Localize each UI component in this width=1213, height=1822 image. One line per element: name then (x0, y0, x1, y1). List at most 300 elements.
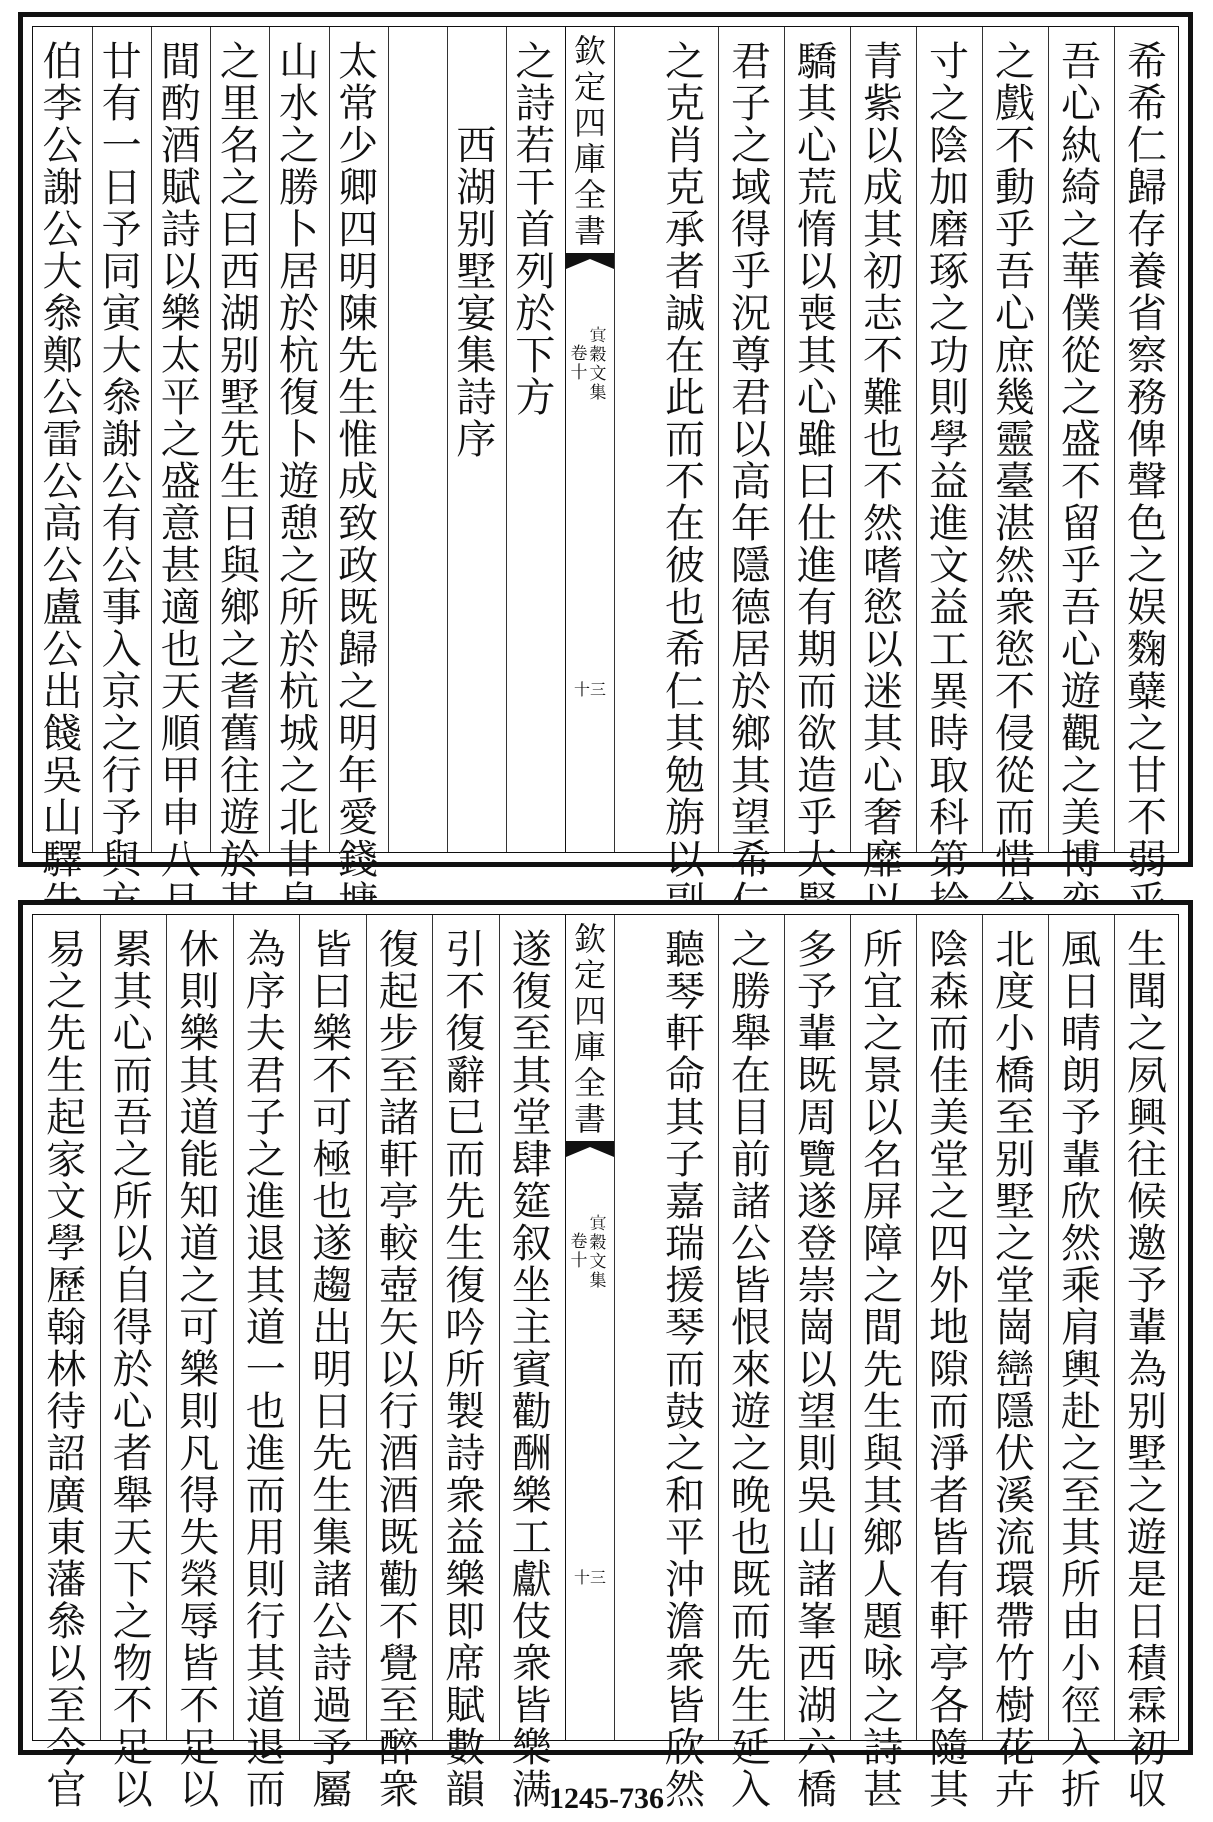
glyph: 之 (338, 669, 379, 715)
glyph: 之 (278, 753, 319, 799)
glyph: 存 (1127, 207, 1167, 253)
glyph: 城 (278, 711, 319, 757)
glyph: 以 (731, 417, 771, 463)
glyph: 心 (863, 753, 903, 799)
glyph: 韻 (445, 1767, 486, 1813)
glyph: 娱 (1127, 585, 1167, 631)
glyph: 出 (312, 1305, 353, 1351)
glyph: 周 (797, 1095, 837, 1141)
glyph: 起 (378, 969, 419, 1015)
glyph: 從 (995, 753, 1035, 799)
glyph: 出 (42, 669, 83, 715)
glyph: 不 (179, 1683, 220, 1729)
glyph: 以 (863, 123, 903, 169)
glyph: 希 (1127, 39, 1167, 85)
text-column (500, 927, 565, 1813)
glyph: 凡 (179, 1431, 220, 1477)
glyph: 往 (219, 753, 260, 799)
glyph: 翰 (46, 1305, 87, 1351)
glyph: 道 (245, 1305, 286, 1351)
glyph: 之 (1127, 543, 1167, 589)
glyph: 太 (338, 39, 379, 85)
banxin-volume (569, 1233, 589, 1271)
glyph: 伏 (995, 1431, 1035, 1477)
glyph: 皆 (511, 1683, 552, 1729)
glyph: 名 (219, 123, 260, 169)
glyph: 復 (511, 969, 552, 1015)
glyph: 生 (219, 459, 260, 505)
column-divider (506, 27, 507, 852)
glyph: 晚 (731, 1473, 771, 1519)
glyph: 肆 (511, 1137, 552, 1183)
glyph: 不 (1061, 459, 1101, 505)
glyph: 喪 (797, 291, 837, 337)
glyph: 勸 (511, 1389, 552, 1435)
glyph: 山 (42, 795, 83, 841)
glyph: 宴 (456, 291, 497, 337)
glyph: 復 (378, 927, 419, 973)
glyph: 四 (573, 992, 606, 1030)
glyph: 八 (160, 837, 201, 883)
glyph: 所 (1061, 1557, 1101, 1603)
glyph: 同 (101, 249, 142, 295)
glyph: 心 (1061, 81, 1101, 127)
glyph: 公 (42, 543, 83, 589)
glyph: 皆 (179, 1641, 220, 1687)
glyph: 山 (278, 39, 319, 85)
column-divider (718, 27, 719, 852)
glyph: 隙 (929, 1347, 969, 1393)
glyph: 有 (101, 81, 142, 127)
glyph: 勝 (731, 969, 771, 1015)
glyph: 皆 (929, 1515, 969, 1561)
glyph: 予 (1127, 1263, 1167, 1309)
glyph: 磨 (929, 207, 969, 253)
glyph: 與 (219, 543, 260, 589)
glyph: 夙 (1127, 1053, 1167, 1099)
glyph: 也 (731, 1515, 771, 1561)
glyph: 希 (1127, 81, 1167, 127)
glyph: 足 (179, 1725, 220, 1771)
glyph: 之 (995, 1221, 1035, 1267)
glyph: 勉 (665, 753, 705, 799)
column-divider (982, 27, 983, 852)
glyph: 君 (731, 375, 771, 421)
glyph: 所 (863, 927, 903, 973)
glyph: 至 (511, 1011, 552, 1057)
glyph: 恨 (731, 1305, 771, 1351)
glyph: 至 (1061, 1473, 1101, 1519)
column-divider (329, 27, 330, 852)
glyph: 與 (863, 1431, 903, 1477)
glyph: 公 (42, 459, 83, 505)
glyph: 其 (863, 207, 903, 253)
glyph: 之 (101, 711, 142, 757)
glyph: 之 (219, 627, 260, 673)
glyph: 衆 (378, 1767, 419, 1813)
glyph: 之 (863, 1683, 903, 1729)
glyph: 軒 (929, 1599, 969, 1645)
glyph: 各 (929, 1683, 969, 1729)
glyph: 文 (929, 543, 969, 589)
glyph: 琢 (929, 249, 969, 295)
glyph: 學 (46, 1221, 87, 1267)
glyph: 糵 (1127, 669, 1167, 715)
glyph: 諸 (731, 1179, 771, 1225)
glyph: 吳 (42, 753, 83, 799)
glyph: 為 (245, 927, 286, 973)
glyph: 諸 (378, 1095, 419, 1141)
glyph: 間 (160, 39, 201, 85)
glyph: 心 (1061, 627, 1101, 673)
glyph: 亭 (378, 1179, 419, 1225)
glyph: 復 (445, 1011, 486, 1057)
glyph: 靈 (995, 417, 1035, 463)
glyph: 驛 (42, 837, 83, 883)
glyph: 步 (378, 1011, 419, 1057)
glyph: 仕 (797, 501, 837, 547)
glyph: 進 (245, 1179, 286, 1225)
column-divider (916, 27, 917, 852)
glyph: 命 (665, 1053, 705, 1099)
glyph: 矢 (378, 1305, 419, 1351)
text-column (653, 39, 717, 883)
glyph: 詩 (515, 81, 556, 127)
glyph: 益 (929, 585, 969, 631)
glyph: 雖 (797, 417, 837, 463)
glyph: 先 (863, 1347, 903, 1393)
glyph: 以 (797, 1347, 837, 1393)
glyph: 欲 (797, 711, 837, 757)
text-column (507, 41, 564, 851)
glyph: 之 (995, 39, 1035, 85)
glyph: 仁 (1127, 123, 1167, 169)
glyph: 慾 (863, 585, 903, 631)
glyph: 予 (101, 207, 142, 253)
glyph: 仁 (665, 669, 705, 715)
glyph: 既 (731, 1557, 771, 1603)
glyph: 度 (995, 969, 1035, 1015)
glyph: 風 (1061, 927, 1101, 973)
glyph: 不 (995, 669, 1035, 715)
glyph: 進 (797, 543, 837, 589)
glyph: 乎 (731, 249, 771, 295)
glyph: 日 (219, 501, 260, 547)
glyph: 小 (1061, 1641, 1101, 1687)
glyph: 甚 (160, 543, 201, 589)
glyph: 卜 (278, 207, 319, 253)
glyph: 明 (338, 249, 379, 295)
glyph: 政 (338, 543, 379, 589)
glyph: 佳 (929, 1053, 969, 1099)
glyph: 輩 (1127, 1305, 1167, 1351)
glyph: 不 (1127, 795, 1167, 841)
glyph: 琴 (665, 969, 705, 1015)
glyph: 以 (378, 1347, 419, 1393)
column-divider (916, 915, 917, 1740)
glyph: 之 (1061, 375, 1101, 421)
glyph: 天 (112, 1515, 153, 1561)
glyph: 之 (112, 1137, 153, 1183)
glyph: 鄉 (863, 1515, 903, 1561)
glyph: 詩 (456, 375, 497, 421)
glyph: 之 (46, 969, 87, 1015)
glyph: 綺 (1061, 165, 1101, 211)
glyph: 壺 (378, 1263, 419, 1309)
glyph: 延 (731, 1725, 771, 1771)
glyph: 養 (1127, 249, 1167, 295)
glyph: 大 (101, 333, 142, 379)
glyph: 在 (731, 1053, 771, 1099)
glyph: 惟 (338, 417, 379, 463)
glyph: 成 (338, 459, 379, 505)
glyph: 晴 (1061, 1011, 1101, 1057)
glyph: 之 (245, 1137, 286, 1183)
glyph: 高 (42, 501, 83, 547)
glyph: 集 (589, 383, 607, 403)
glyph: 北 (278, 795, 319, 841)
center-fold-banxin (565, 27, 615, 852)
glyph: 之 (112, 1599, 153, 1645)
glyph: 之 (929, 1179, 969, 1225)
glyph: 叅 (42, 291, 83, 337)
glyph: 其 (511, 1053, 552, 1099)
glyph: 也 (312, 1179, 353, 1225)
glyph: 廿 (101, 39, 142, 85)
glyph: 吾 (1061, 39, 1101, 85)
glyph: 功 (929, 333, 969, 379)
glyph: 然 (995, 543, 1035, 589)
column-divider (210, 27, 211, 852)
glyph: 然 (863, 501, 903, 547)
glyph: 而 (112, 1053, 153, 1099)
glyph: 君 (245, 1053, 286, 1099)
glyph: 之 (1127, 711, 1167, 757)
glyph: 森 (929, 969, 969, 1015)
glyph: 邀 (1127, 1221, 1167, 1267)
glyph: 來 (731, 1347, 771, 1393)
glyph: 有 (797, 585, 837, 631)
glyph: 日 (312, 1389, 353, 1435)
glyph: 紫 (863, 81, 903, 127)
glyph: 穀 (589, 1233, 607, 1253)
glyph: 廣 (46, 1473, 87, 1519)
text-column (152, 39, 209, 883)
glyph: 至 (995, 1095, 1035, 1141)
glyph: 多 (797, 927, 837, 973)
glyph: 衆 (511, 1641, 552, 1687)
glyph: 申 (160, 795, 201, 841)
glyph: 寅 (101, 291, 142, 337)
glyph: 花 (995, 1725, 1035, 1771)
glyph: 尊 (731, 333, 771, 379)
column-divider (166, 915, 167, 1740)
glyph: 製 (445, 1389, 486, 1435)
glyph: 湖 (219, 291, 260, 337)
text-column (983, 927, 1047, 1813)
glyph: 為 (1127, 1347, 1167, 1393)
column-divider (299, 915, 300, 1740)
glyph: 於 (731, 669, 771, 715)
glyph: 一 (245, 1347, 286, 1393)
glyph: 退 (245, 1221, 286, 1267)
column-divider (718, 915, 719, 1740)
glyph: 湖 (797, 1683, 837, 1729)
glyph: 公 (42, 627, 83, 673)
glyph: 覺 (378, 1641, 419, 1687)
glyph: 先 (445, 1179, 486, 1225)
glyph: 況 (731, 291, 771, 337)
glyph: 山 (797, 1515, 837, 1561)
glyph: 盛 (160, 459, 201, 505)
glyph: 既 (338, 585, 379, 631)
glyph: 庫 (573, 1028, 606, 1066)
glyph: 休 (179, 927, 220, 973)
glyph: 自 (112, 1263, 153, 1309)
glyph: 克 (665, 81, 705, 127)
glyph: 十 (570, 363, 588, 383)
glyph: 其 (797, 333, 837, 379)
glyph: 西 (219, 249, 260, 295)
glyph: 隨 (929, 1725, 969, 1771)
glyph: 賦 (445, 1683, 486, 1729)
glyph: 子 (731, 81, 771, 127)
glyph: 少 (338, 123, 379, 169)
glyph: 其 (179, 1053, 220, 1099)
glyph: 鄉 (219, 585, 260, 631)
glyph: 益 (445, 1515, 486, 1561)
glyph: 𡨋 (589, 1214, 607, 1234)
glyph: 迷 (863, 669, 903, 715)
glyph: 於 (278, 291, 319, 337)
glyph: 舉 (731, 1011, 771, 1057)
glyph: 獻 (511, 1557, 552, 1603)
glyph: 朗 (1061, 1053, 1101, 1099)
glyph: 収 (1127, 1767, 1167, 1813)
text-column (167, 927, 232, 1813)
glyph: 心 (995, 291, 1035, 337)
glyph: 卷 (570, 1232, 588, 1252)
glyph: 一 (101, 123, 142, 169)
text-column (851, 927, 915, 1813)
glyph: 崇 (797, 1263, 837, 1309)
glyph: 酒 (378, 1431, 419, 1477)
glyph: 不 (863, 333, 903, 379)
glyph: 覽 (797, 1137, 837, 1183)
banxin-book-title (586, 327, 610, 403)
glyph: 六 (797, 1725, 837, 1771)
glyph: 卉 (995, 1767, 1035, 1813)
glyph: 承 (665, 207, 705, 253)
glyph: 入 (731, 1767, 771, 1813)
glyph: 定 (573, 68, 606, 106)
glyph: 之 (219, 165, 260, 211)
glyph: 文 (589, 1252, 607, 1272)
glyph: 而 (665, 417, 705, 463)
glyph: 往 (1127, 1137, 1167, 1183)
glyph: 吾 (995, 249, 1035, 295)
glyph: 紈 (1061, 123, 1101, 169)
glyph: 然 (665, 1767, 705, 1813)
glyph: 錢 (338, 837, 379, 883)
glyph: 叅 (46, 1599, 87, 1645)
glyph: 留 (1061, 501, 1101, 547)
glyph: 聞 (1127, 969, 1167, 1015)
text-column (719, 927, 783, 1813)
glyph: 辱 (179, 1599, 220, 1645)
glyph: 目 (731, 1095, 771, 1141)
glyph: 從 (1061, 333, 1101, 379)
glyph: 先 (731, 1641, 771, 1687)
glyph: 甘 (1127, 753, 1167, 799)
glyph: 卿 (338, 165, 379, 211)
glyph: 於 (278, 627, 319, 673)
glyph: 所 (278, 585, 319, 631)
glyph: 戲 (995, 81, 1035, 127)
text-column (1115, 927, 1179, 1813)
glyph: 官 (46, 1767, 87, 1813)
glyph: 東 (46, 1515, 87, 1561)
glyph: 既 (797, 1053, 837, 1099)
glyph: 居 (278, 249, 319, 295)
glyph: 省 (1127, 291, 1167, 337)
glyph: 樹 (995, 1683, 1035, 1729)
glyph: 咏 (863, 1641, 903, 1687)
glyph: 觀 (1061, 711, 1101, 757)
glyph: 樂 (179, 1011, 220, 1057)
glyph: 心 (112, 1389, 153, 1435)
glyph: 水 (278, 81, 319, 127)
glyph: 於 (515, 291, 556, 337)
glyph: 餞 (42, 711, 83, 757)
glyph: 之 (278, 123, 319, 169)
glyph: 心 (797, 375, 837, 421)
glyph: 其 (863, 1473, 903, 1519)
glyph: 此 (665, 375, 705, 421)
glyph: 居 (731, 627, 771, 673)
column-divider (614, 915, 615, 1740)
glyph: 樂 (511, 1725, 552, 1771)
glyph: 西 (797, 1641, 837, 1687)
glyph: 日 (1127, 1599, 1167, 1645)
glyph: 寸 (929, 39, 969, 85)
column-divider (850, 915, 851, 1740)
glyph: 甲 (160, 753, 201, 799)
glyph: 不 (995, 123, 1035, 169)
glyph: 橋 (995, 1053, 1035, 1099)
glyph: 美 (929, 1095, 969, 1141)
glyph: 能 (179, 1137, 220, 1183)
glyph: 復 (278, 375, 319, 421)
glyph: 務 (1127, 375, 1167, 421)
glyph: 則 (929, 375, 969, 421)
column-divider (1114, 915, 1115, 1740)
glyph: 軒 (378, 1137, 419, 1183)
glyph: 家 (46, 1137, 87, 1183)
glyph: 别 (995, 1137, 1035, 1183)
glyph: 致 (338, 501, 379, 547)
glyph: 之 (731, 123, 771, 169)
text-column (389, 41, 446, 851)
glyph: 之 (160, 417, 201, 463)
glyph: 適 (160, 585, 201, 631)
glyph: 集 (589, 1271, 607, 1291)
glyph: 嘉 (665, 1179, 705, 1225)
text-column (211, 39, 268, 883)
glyph: 軒 (665, 1011, 705, 1057)
glyph: 景 (863, 1053, 903, 1099)
glyph: 其 (731, 753, 771, 799)
